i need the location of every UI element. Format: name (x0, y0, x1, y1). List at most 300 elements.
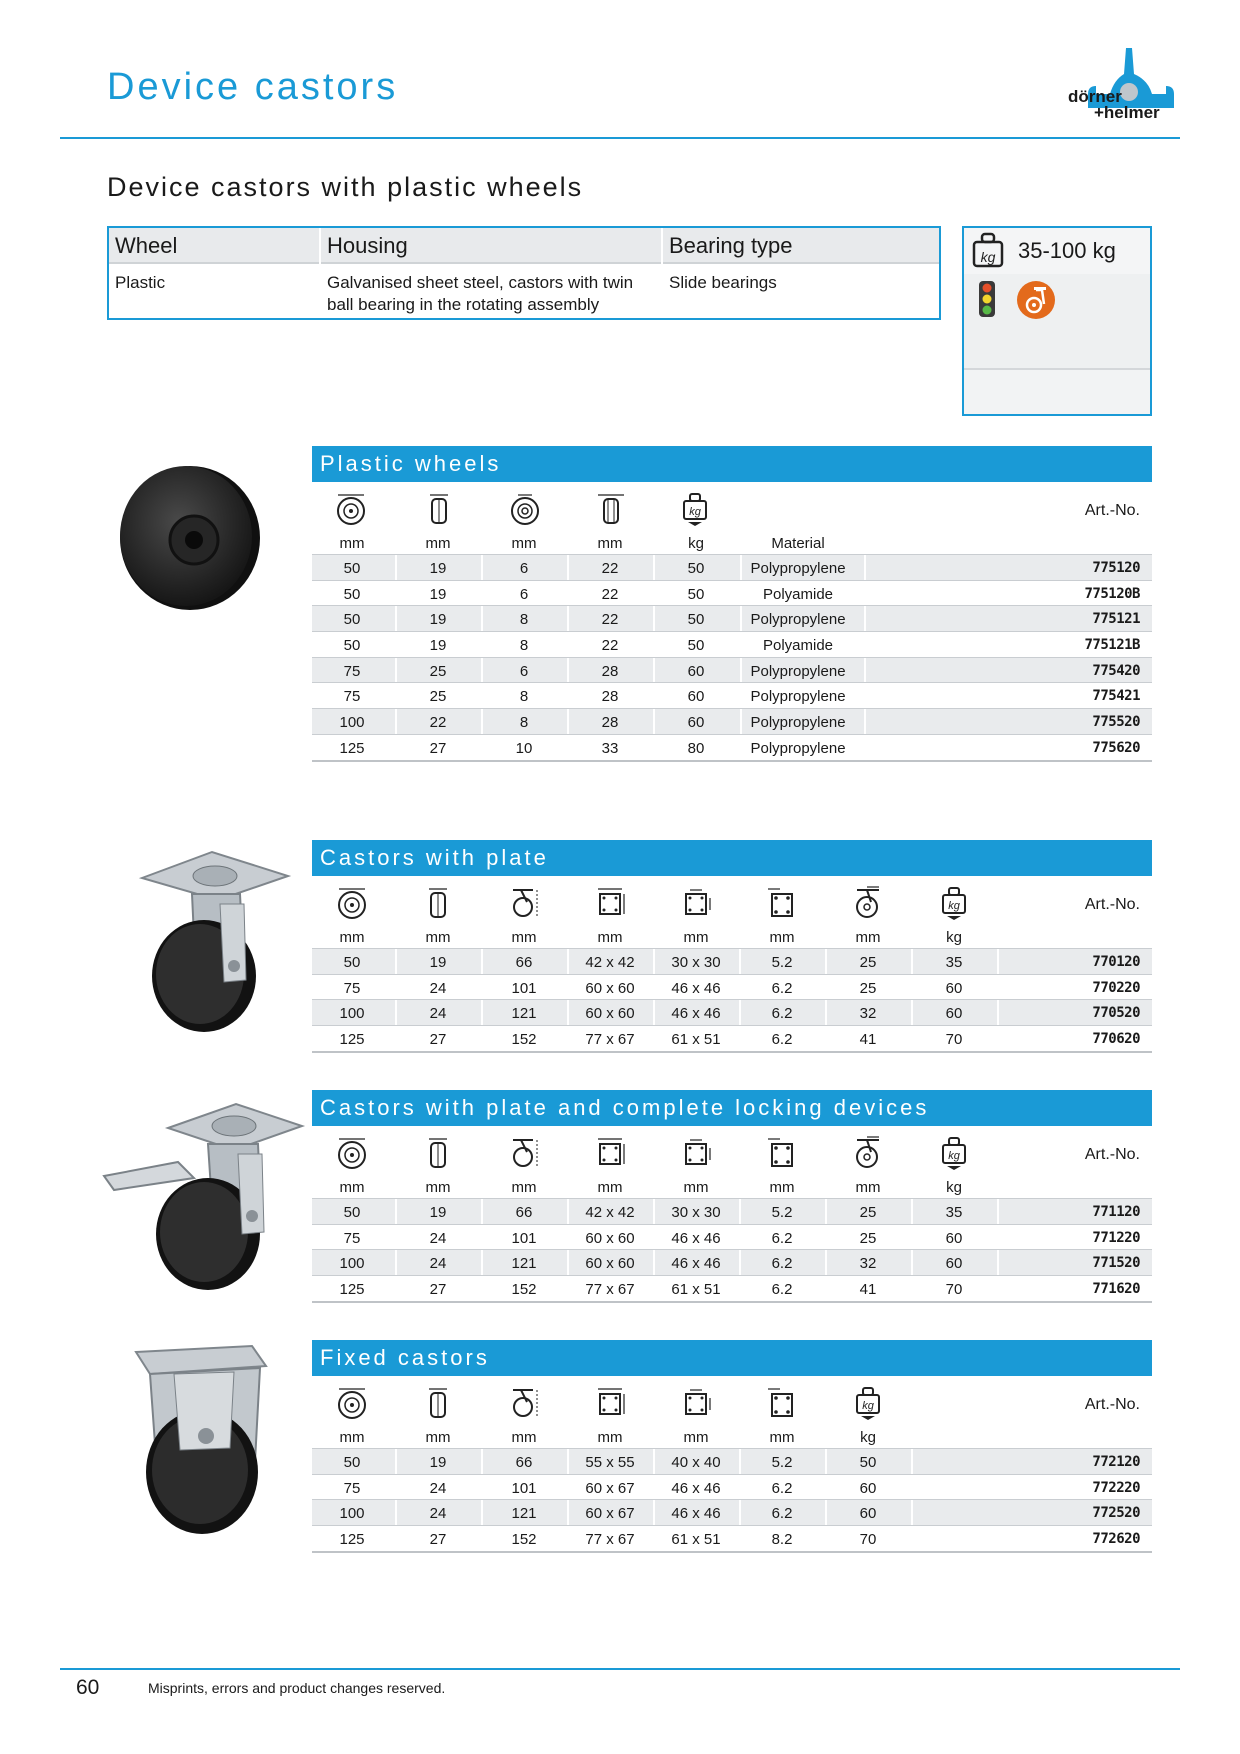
table-cell: 8 (519, 714, 529, 732)
table-cell: 121 (511, 1005, 537, 1023)
table-row (312, 1249, 1152, 1275)
table-cell: 40 x 40 (671, 1454, 721, 1471)
column-separator (739, 949, 741, 974)
art-no-header: Art.-No. (1084, 896, 1140, 913)
column-separator (997, 1199, 999, 1224)
icon-header-row (312, 1376, 1152, 1426)
article-number: 775120B (1084, 585, 1140, 602)
table-cell: 19 (429, 954, 447, 971)
plate-size-icon (593, 1386, 627, 1420)
column-separator (567, 1250, 569, 1275)
column-separator (825, 1026, 827, 1051)
svg-text:kg: kg (980, 249, 996, 265)
column-separator (567, 1026, 569, 1051)
column-separator (481, 1026, 483, 1051)
table-cell: 8 (519, 611, 529, 629)
column-separator (481, 1199, 483, 1224)
unit-label: mm (597, 1179, 623, 1196)
wheel-diameter-icon (335, 1136, 369, 1170)
table-cell: 50 (343, 1204, 361, 1221)
section-bar-fixed-castors: Fixed castors (312, 1340, 1152, 1376)
table-row (312, 657, 1152, 683)
column-separator (911, 1199, 913, 1224)
table-locking-castors (312, 1126, 1152, 1303)
table-cell: 75 (343, 979, 361, 997)
column-separator (739, 1276, 741, 1301)
table-cell: 25 (859, 1204, 877, 1221)
column-separator (825, 1199, 827, 1224)
swivel-offset-icon (851, 886, 885, 920)
table-row (312, 708, 1152, 734)
table-cell: 8.2 (771, 1531, 793, 1549)
table-cell: 152 (511, 1031, 537, 1049)
table-row (312, 1499, 1152, 1525)
column-separator (997, 1250, 999, 1275)
column-separator (997, 1026, 999, 1051)
table-cell: 50 (343, 1454, 361, 1471)
table-cell: 24 (429, 1005, 447, 1023)
hole-spacing-icon (679, 1136, 713, 1170)
column-separator (739, 1199, 741, 1224)
column-separator (739, 1250, 741, 1275)
units-row (312, 1176, 1152, 1198)
column-separator (653, 683, 655, 708)
table-row (312, 1525, 1152, 1551)
unit-label: kg (946, 929, 962, 946)
table-row (312, 1025, 1152, 1051)
article-number: 771220 (1092, 1229, 1140, 1246)
table-cell: 46 x 46 (671, 979, 721, 997)
column-separator (481, 975, 483, 1000)
load-capacity-icon (678, 492, 712, 526)
table-cell: 25 (859, 954, 877, 971)
table-cell: 50 (687, 560, 705, 577)
load-capacity-icon (937, 1136, 971, 1170)
icon-header-row (312, 1126, 1152, 1176)
column-separator (739, 975, 741, 1000)
table-cell: 22 (429, 714, 447, 732)
overall-height-icon (507, 1386, 541, 1420)
column-separator (567, 1225, 569, 1250)
column-separator (911, 1276, 913, 1301)
column-separator (395, 709, 397, 734)
column-separator (911, 1475, 913, 1500)
table-cell: 22 (601, 560, 619, 577)
column-separator (825, 1526, 827, 1551)
column-separator (825, 1000, 827, 1025)
column-separator (825, 1500, 827, 1525)
column-separator (567, 949, 569, 974)
column-separator (864, 606, 866, 631)
article-number: 775421 (1092, 688, 1140, 705)
table-cell: 8 (519, 637, 529, 655)
icon-header-row (312, 482, 1152, 532)
column-separator (740, 606, 742, 631)
table-cell: 6.2 (771, 1505, 793, 1523)
unit-label: mm (769, 1179, 795, 1196)
column-separator (567, 1449, 569, 1474)
table-cell: 60 x 60 (585, 1255, 635, 1273)
column-separator (481, 658, 483, 683)
swivel-castor-icon (1016, 280, 1056, 320)
column-separator (395, 735, 397, 760)
article-number: 770220 (1092, 979, 1140, 996)
section-title: Device castors with plastic wheels (107, 172, 584, 202)
wheel-width-icon (422, 492, 456, 526)
column-separator (481, 1500, 483, 1525)
table-cell: 70 (945, 1281, 963, 1299)
article-number: 772120 (1092, 1454, 1140, 1470)
table-cell: Polypropylene (750, 714, 846, 732)
table-cell: 35 (945, 954, 963, 971)
table-row (312, 1448, 1152, 1474)
load-capacity-icon (851, 1386, 885, 1420)
feature-housing-value: Galvanised sheet steel, castors with twin ball bearing in the rotating assembly (327, 273, 634, 314)
table-row (312, 682, 1152, 708)
locking-castor-image (98, 1098, 308, 1298)
unit-label: mm (511, 1429, 537, 1446)
footer-note: Misprints, errors and product changes reserved. (148, 1680, 446, 1696)
unit-label: mm (769, 929, 795, 946)
table-cell: 121 (511, 1255, 537, 1273)
feature-header-wheel: Wheel (115, 233, 178, 258)
table-cell: 100 (339, 1005, 365, 1023)
table-cell: 6.2 (771, 1479, 793, 1497)
plastic-wheel-image (112, 462, 262, 612)
overall-height-icon (507, 1136, 541, 1170)
table-row (312, 1224, 1152, 1250)
unit-label: mm (855, 1179, 881, 1196)
table-cell: 8 (519, 688, 529, 706)
column-separator (911, 949, 913, 974)
column-separator (825, 1475, 827, 1500)
column-separator (911, 1225, 913, 1250)
table-cell: 50 (859, 1454, 877, 1471)
unit-label: mm (683, 929, 709, 946)
column-separator (567, 709, 569, 734)
table-cell: 6 (519, 662, 529, 680)
column-separator (653, 1475, 655, 1500)
wheel-diameter-icon (335, 1386, 369, 1420)
section-bar-plastic-wheels: Plastic wheels (312, 446, 1152, 482)
table-cell: 46 x 46 (671, 1255, 721, 1273)
art-no-header: Art.-No. (1084, 1146, 1140, 1163)
column-separator (864, 581, 866, 606)
column-separator (864, 658, 866, 683)
table-cell: 50 (343, 585, 361, 603)
unit-label: mm (339, 929, 365, 946)
column-separator (395, 555, 397, 580)
wheel-width-icon (421, 1136, 455, 1170)
feature-bearing-value: Slide bearings (669, 273, 777, 292)
load-range-box (962, 226, 1152, 416)
svg-text:kg: kg (948, 900, 960, 912)
table-cell: 100 (339, 714, 365, 732)
table-cell: 6.2 (771, 1031, 793, 1049)
table-cell: 101 (511, 979, 537, 997)
table-cell: 60 x 60 (585, 1229, 635, 1247)
column-separator (481, 1250, 483, 1275)
table-cell: 24 (429, 1255, 447, 1273)
table-cell: 28 (601, 662, 619, 680)
column-separator (481, 1449, 483, 1474)
column-separator (653, 735, 655, 760)
column-separator (567, 658, 569, 683)
table-cell: 70 (945, 1031, 963, 1049)
article-number: 775121 (1092, 611, 1140, 628)
unit-label: kg (946, 1179, 962, 1196)
unit-label: mm (425, 929, 451, 946)
table-cell: Polyamide (762, 637, 834, 655)
table-cell: 19 (429, 637, 447, 655)
table-cell: 60 (859, 1479, 877, 1497)
article-number: 775121B (1084, 637, 1140, 654)
column-separator (481, 1526, 483, 1551)
column-separator (740, 735, 742, 760)
table-cell: 75 (343, 1229, 361, 1247)
unit-label: mm (511, 929, 537, 946)
column-separator (864, 735, 866, 760)
table-row (312, 580, 1152, 606)
article-number: 772220 (1092, 1479, 1140, 1496)
table-fixed-castors (312, 1376, 1152, 1553)
page-title: Device castors (107, 66, 399, 108)
column-separator (567, 555, 569, 580)
column-separator (395, 1276, 397, 1301)
table-cell: 19 (429, 1454, 447, 1471)
unit-label: mm (769, 1429, 795, 1446)
table-cell: 24 (429, 1229, 447, 1247)
castor-with-plate-image (120, 848, 300, 1038)
column-separator (395, 1500, 397, 1525)
table-cell: Polypropylene (750, 662, 846, 680)
column-separator (739, 1000, 741, 1025)
column-separator (740, 709, 742, 734)
table-cell: 5.2 (771, 1454, 793, 1471)
page-number: 60 (76, 1676, 100, 1699)
hole-diameter-icon (765, 1136, 799, 1170)
column-separator (864, 632, 866, 657)
load-capacity-icon (972, 232, 1004, 270)
hole-diameter-icon (765, 1386, 799, 1420)
table-cell: 25 (859, 979, 877, 997)
brand-logo (1068, 46, 1180, 124)
units-row: mm mm mm mm kg Material (339, 535, 825, 552)
section-bar-locking-castors: Castors with plate and complete locking devices (312, 1090, 1152, 1126)
wheel-diameter-icon (334, 492, 368, 526)
column-separator (653, 1449, 655, 1474)
wheel-width-icon (421, 1386, 455, 1420)
table-cell: 28 (601, 714, 619, 732)
column-separator (653, 1526, 655, 1551)
column-separator (653, 709, 655, 734)
table-cell: 25 (429, 688, 447, 706)
table-cell: Polypropylene (750, 611, 846, 629)
table-cell: 125 (339, 739, 365, 757)
article-number: 775620 (1092, 739, 1140, 756)
table-cell: 46 x 46 (671, 1479, 721, 1497)
table-cell: 61 x 51 (671, 1281, 721, 1299)
column-separator (653, 975, 655, 1000)
brand-name-bottom: +helmer (1094, 103, 1160, 122)
table-cell: 27 (429, 1031, 447, 1049)
column-separator (997, 1000, 999, 1025)
column-separator (481, 1276, 483, 1301)
feature-header-row (109, 228, 939, 264)
column-separator (911, 1500, 913, 1525)
plate-size-icon (593, 1136, 627, 1170)
unit-label: mm (683, 1429, 709, 1446)
feature-wheel-value: Plastic (115, 273, 166, 292)
table-cell: 33 (601, 739, 619, 757)
table-cell: 77 x 67 (585, 1031, 635, 1049)
table-row (312, 1275, 1152, 1301)
brand-name-top: dörner (1068, 87, 1122, 106)
column-separator (567, 632, 569, 657)
table-cell: 24 (429, 1479, 447, 1497)
table-row (312, 999, 1152, 1025)
column-separator (567, 1199, 569, 1224)
column-separator (395, 1026, 397, 1051)
table-cell: 32 (859, 1005, 877, 1023)
table-cell: 27 (429, 1531, 447, 1549)
table-cell: 22 (601, 637, 619, 655)
table-cell: 80 (687, 739, 705, 757)
header-rule (60, 137, 1180, 139)
column-separator (739, 1026, 741, 1051)
column-separator (395, 658, 397, 683)
table-cell: 42 x 42 (585, 954, 635, 971)
table-row (312, 605, 1152, 631)
table-cell: Polypropylene (750, 739, 846, 757)
column-separator (997, 1225, 999, 1250)
article-number: 770520 (1092, 1005, 1140, 1022)
column-separator (653, 581, 655, 606)
table-cell: 32 (859, 1255, 877, 1273)
table-cell: 24 (429, 1505, 447, 1523)
table-cell: 6.2 (771, 1005, 793, 1023)
column-separator (825, 1225, 827, 1250)
column-separator (567, 581, 569, 606)
column-separator (395, 632, 397, 657)
column-separator (395, 1250, 397, 1275)
footer-rule (60, 1668, 1180, 1670)
table-cell: 60 (945, 979, 963, 997)
table-cell: 75 (343, 688, 361, 706)
hole-spacing-icon (679, 1386, 713, 1420)
column-separator (739, 1500, 741, 1525)
axle-bore-icon (508, 492, 542, 526)
section-bar-castors-with-plate: Castors with plate (312, 840, 1152, 876)
feature-header-housing: Housing (327, 233, 408, 258)
column-separator (739, 1475, 741, 1500)
art-no-header: Art.-No. (1084, 502, 1140, 519)
column-separator (825, 1250, 827, 1275)
unit-label: mm (339, 1179, 365, 1196)
table-cell: 10 (515, 739, 533, 757)
column-separator (481, 1225, 483, 1250)
column-separator (653, 1199, 655, 1224)
article-number: 772620 (1092, 1531, 1140, 1548)
article-number: 772520 (1092, 1505, 1140, 1522)
column-separator (567, 1276, 569, 1301)
table-cell: 50 (687, 585, 705, 603)
article-number: 771120 (1092, 1204, 1140, 1220)
column-separator (911, 1526, 913, 1551)
table-cell: 60 x 60 (585, 979, 635, 997)
article-number: 775420 (1092, 662, 1140, 679)
table-cell: 121 (511, 1505, 537, 1523)
table-cell: 66 (515, 954, 533, 971)
column-separator (739, 1225, 741, 1250)
table-cell: 60 (687, 662, 705, 680)
column-separator (739, 1449, 741, 1474)
svg-text:kg: kg (689, 506, 701, 518)
column-separator (653, 949, 655, 974)
svg-text:kg: kg (862, 1400, 874, 1412)
table-cell: 100 (339, 1255, 365, 1273)
table-cell: 30 x 30 (671, 1204, 721, 1221)
table-cell: 19 (429, 560, 447, 577)
column-separator (395, 683, 397, 708)
column-separator (395, 1475, 397, 1500)
table-cell: 19 (429, 611, 447, 629)
column-separator (395, 1449, 397, 1474)
table-cell: 60 (945, 1005, 963, 1023)
column-separator (653, 1026, 655, 1051)
table-cell: 25 (859, 1229, 877, 1247)
table-cell: 60 (687, 714, 705, 732)
table-cell: 6 (519, 560, 529, 577)
column-separator (395, 1225, 397, 1250)
table-cell: 46 x 46 (671, 1005, 721, 1023)
table-cell: 6.2 (771, 979, 793, 997)
column-separator (653, 658, 655, 683)
table-cell: 6 (519, 585, 529, 603)
table-plastic-wheels (312, 482, 1152, 762)
column-separator (825, 1449, 827, 1474)
table-cell: 60 (687, 688, 705, 706)
hole-diameter-icon (765, 886, 799, 920)
unit-label: kg (860, 1429, 876, 1446)
column-separator (911, 1000, 913, 1025)
wheel-diameter-icon (335, 886, 369, 920)
table-cell: 60 (945, 1229, 963, 1247)
column-separator (395, 581, 397, 606)
column-separator (864, 709, 866, 734)
table-cell: 66 (515, 1454, 533, 1471)
table-cell: 125 (339, 1281, 365, 1299)
feature-table (107, 226, 941, 320)
table-cell: 70 (859, 1531, 877, 1549)
table-cell: 50 (343, 637, 361, 655)
table-cell: 6.2 (771, 1281, 793, 1299)
article-number: 771520 (1092, 1255, 1140, 1272)
unit-label: mm (597, 1429, 623, 1446)
unit-label: mm (425, 1179, 451, 1196)
table-cell: 77 x 67 (585, 1281, 635, 1299)
column-separator (395, 606, 397, 631)
table-row (312, 631, 1152, 657)
icon-header-row (312, 876, 1152, 926)
table-row (312, 974, 1152, 1000)
column-separator (567, 606, 569, 631)
table-cell: Polypropylene (750, 688, 846, 706)
table-cell: 61 x 51 (671, 1531, 721, 1549)
article-number: 771620 (1092, 1281, 1140, 1298)
table-cell: 35 (945, 1204, 963, 1221)
table-row (312, 948, 1152, 974)
